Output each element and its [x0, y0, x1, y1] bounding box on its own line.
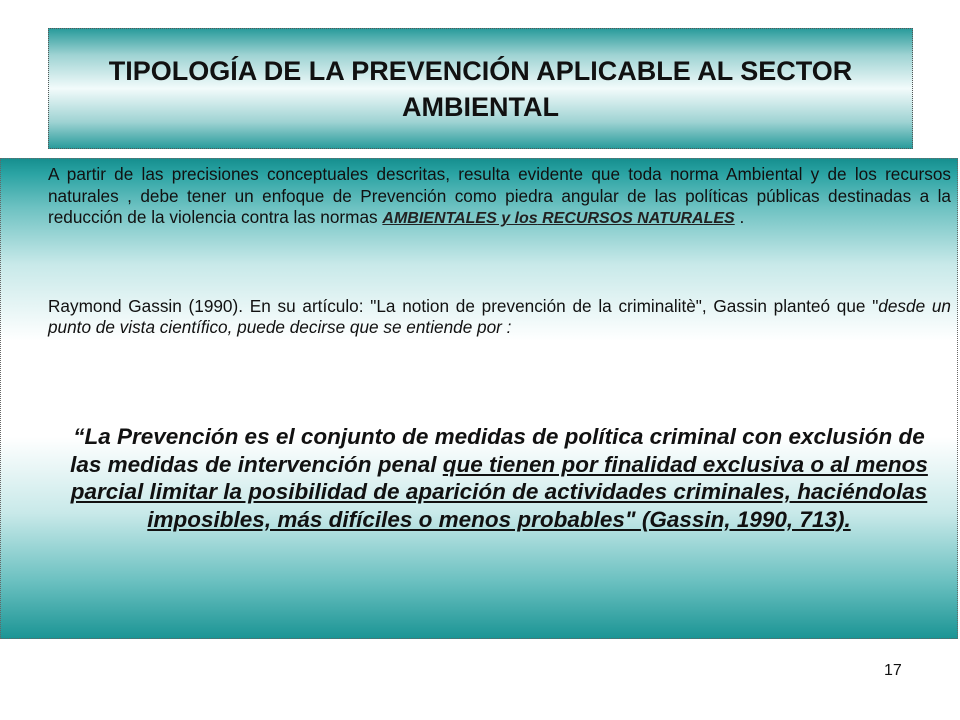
- intro-text-end: .: [734, 207, 745, 227]
- title-banner: [48, 28, 913, 149]
- intro-text: A partir de las precisiones conceptuales descritas, resulta evidente que toda norma Ambiental y de los recursos naturales , debe tener un enfoque de Prevención como piedra angular de las políticas públicas destinadas a la reducción de la violencia contra las normas: [48, 164, 951, 227]
- gassin-paragraph: [48, 296, 951, 338]
- gassin-italic-text: desde un punto de vista científico, puede decirse que se entiende por :: [48, 296, 951, 337]
- quote-underlined-text: que tienen por finalidad exclusiva o al menos parcial limitar la posibilidad de aparición de actividades criminales, haciéndolas imposibles, más difíciles o menos probables" (Gassin, 1990, 713).: [70, 451, 928, 532]
- intro-paragraph: [48, 164, 951, 230]
- page-number: 17: [884, 662, 902, 679]
- definition-quote: [59, 423, 939, 533]
- content-panel: [0, 158, 958, 639]
- emphasis-ambientales: AMBIENTALES y los: [382, 210, 538, 227]
- gassin-text: Raymond Gassin (1990). En su artículo: "La notion de prevención de la criminalitè", Gassin planteó que ": [48, 296, 879, 316]
- slide-title: TIPOLOGÍA DE LA PREVENCIÓN APLICABLE AL SECTOR AMBIENTAL: [108, 55, 853, 122]
- emphasis-recursos-naturales: RECURSOS NATURALES: [537, 210, 735, 227]
- quote-text: “La Prevención es el conjunto de medidas de política criminal con exclusión de las medidas de intervención penal: [70, 424, 925, 477]
